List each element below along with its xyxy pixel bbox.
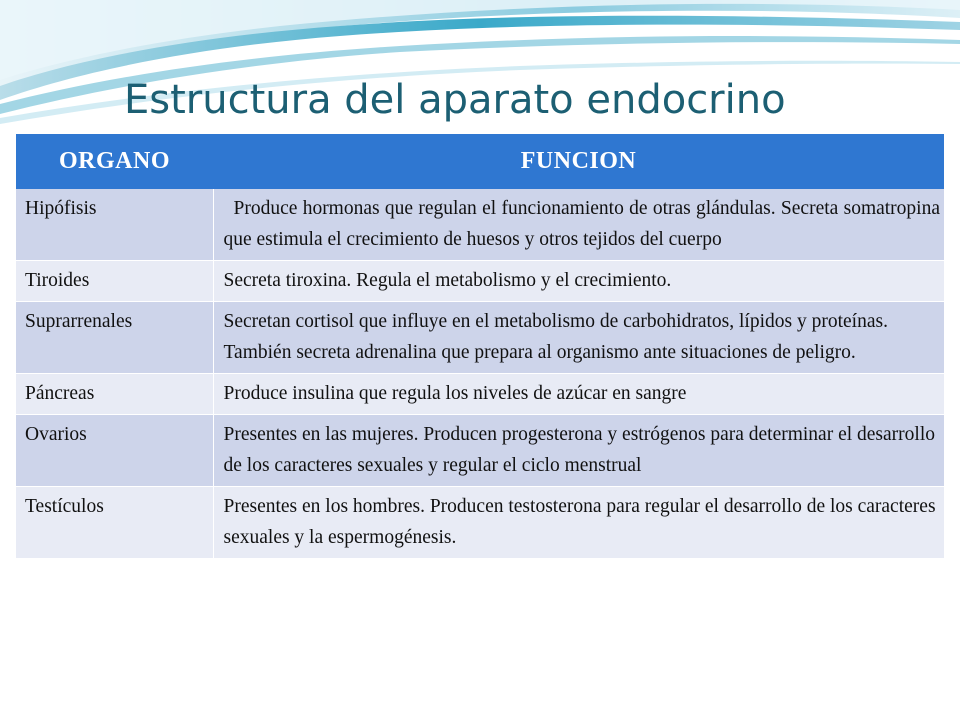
function-cell: Secretan cortisol que influye en el metabolismo de carbohidratos, lípidos y proteínas. También secreta adrenalina que prepara al organismo ante situaciones de peligro.: [213, 302, 944, 374]
slide-title: Estructura del aparato endocrino: [124, 77, 786, 123]
header-organ: ORGANO: [16, 134, 213, 189]
organ-cell: Hipófisis: [16, 189, 213, 261]
table-row: [16, 302, 944, 374]
function-cell: [213, 189, 944, 261]
table-row: [16, 487, 944, 559]
organ-cell: Suprarrenales: [16, 302, 213, 374]
organ-cell: Testículos: [16, 487, 213, 559]
organ-cell: Ovarios: [16, 415, 213, 487]
organ-cell: Tiroides: [16, 261, 213, 302]
function-text: Produce hormonas que regulan el funcionamiento de otras glándulas. Secreta somatropina que estimula el crecimiento de huesos y otros tejidos del cuerpo: [223, 198, 940, 250]
function-cell: Presentes en los hombres. Producen testosterona para regular el desarrollo de los caracteres sexuales y la espermogénesis.: [213, 487, 944, 559]
function-cell: Presentes en las mujeres. Producen progesterona y estrógenos para determinar el desarrollo de los caracteres sexuales y regular el ciclo menstrual: [213, 415, 944, 487]
function-cell: Secreta tiroxina. Regula el metabolismo y el crecimiento.: [213, 261, 944, 302]
table-row: [16, 374, 944, 415]
function-cell: Produce insulina que regula los niveles de azúcar en sangre: [213, 374, 944, 415]
table-header-row: [16, 134, 944, 189]
header-function: FUNCION: [213, 134, 944, 189]
organ-cell: Páncreas: [16, 374, 213, 415]
table-row: [16, 415, 944, 487]
table-row: [16, 261, 944, 302]
endocrine-table: [16, 134, 944, 559]
table-row: [16, 189, 944, 261]
